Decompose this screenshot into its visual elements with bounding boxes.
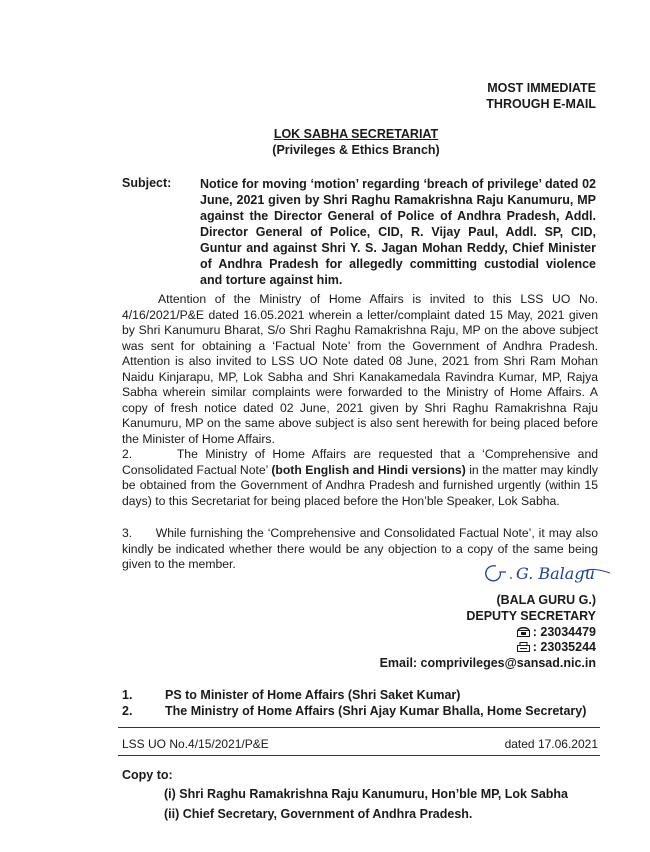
divider-bottom [118, 755, 600, 756]
reference-date: dated 17.06.2021 [504, 737, 598, 751]
divider-top [118, 727, 600, 728]
paragraph-3: 3. While furnishing the ‘Comprehensive and Consolidated Factual Note’, it may also kindly be indicated whether there would be any objection to a copy of the same being given to the member. [122, 526, 598, 571]
office-branch: (Privileges & Ethics Branch) [272, 143, 440, 157]
urgency-marking [486, 80, 596, 112]
addressee-text: The Ministry of Home Affairs (Shri Ajay Kumar Bhalla, Home Secretary) [165, 704, 587, 718]
addressee-list [122, 687, 586, 719]
signatory-fax [380, 640, 596, 656]
copy-to-item: (i) Shri Raghu Ramakrishna Raju Kanumuru, Hon’ble MP, Lok Sabha [164, 787, 568, 801]
telephone-icon [517, 627, 530, 637]
copy-to-label: Copy to: [122, 768, 173, 782]
addressee-item [122, 687, 586, 703]
office-name: LOK SABHA SECRETARIAT [273, 127, 439, 141]
fax-number: : 23035244 [532, 640, 596, 655]
signatory-email: Email: comprivileges@sansad.nic.in [379, 656, 596, 671]
reference-number: LSS UO No.4/15/2021/P&E [122, 737, 269, 751]
office-heading [0, 126, 650, 158]
signature-text: G. Balagu [516, 564, 595, 583]
subject-text: Notice for moving ‘motion’ regarding ‘breach of privilege’ dated 02 June, 2021 given by Shri Raghu Ramakrishna Raju Kanumuru, MP against the Director General of Police of Andhra Pradesh, Addl. Director General of Police, CID, R. Vijay Paul, Addl. SP, CID, Guntur and against Shri Y. S. Jagan Mohan Reddy, Chief Minister of Andhra Pradesh for allegedly committing custodial violence and torture against him. [200, 177, 596, 287]
signatory-designation: DEPUTY SECRETARY [466, 608, 596, 623]
urgency-line-1: MOST IMMEDIATE [487, 81, 596, 95]
phone-number: : 23034479 [532, 624, 596, 639]
signatory-name: (BALA GURU G.) [496, 593, 596, 607]
paragraph-2-emphasis: (both English and Hindi versions) [271, 462, 466, 477]
subject-label: Subject: [122, 176, 172, 190]
signature-block [380, 593, 596, 672]
urgency-line-2: THROUGH E-MAIL [486, 97, 596, 111]
addressee-text: PS to Minister of Home Affairs (Shri Saket Kumar) [165, 688, 461, 702]
fax-icon [517, 642, 530, 652]
reference-line [122, 737, 598, 751]
copy-to-item: (ii) Chief Secretary, Government of Andhra Pradesh. [164, 807, 473, 821]
paragraph-2-end: in the matter may kindly be obtained from the Government of Andhra Pradesh and furnished urgently (within 15 days) to this Secretariat for being placed before the Hon’ble Speaker, Lok Sabha. [122, 462, 598, 508]
signatory-phone [380, 625, 596, 641]
copy-to-list [164, 784, 568, 824]
addressee-item [122, 703, 586, 719]
paragraph-1: Attention of the Ministry of Home Affairs is invited to this LSS UO No. 4/16/2021/P&E dated 16.05.2021 wherein a letter/complaint dated 15 May, 2021 given by Shri Kanumuru Bharat, S/o Shri Raghu Ramakrishna Raju, MP on the above subject was sent for obtaining a ‘Factual Note’ from the Government of Andhra Pradesh. Attention is also invited to LSS UO Note dated 08 June, 2021 from Shri Ram Mohan Naidu Kinjarapu, MP, Lok Sabha and Shri Kanakamedala Ravindra Kumar, MP, Rajya Sabha wherein similar complaints were forwarded to the Ministry of Home Affairs. A copy of fresh notice dated 02 June, 2021 given by Shri Raghu Ramakrishna Raju Kanumuru, MP on the same above subject is also sent herewith for being placed before the Minister of Home Affairs. [122, 292, 598, 446]
paragraph-2 [122, 447, 598, 509]
addressee-number: 2. [122, 704, 133, 718]
addressee-number: 1. [122, 688, 133, 702]
paragraph-2-start: 2. The Ministry of Home Affairs are requested that a ‘Comprehensive and Consolidated Factual Note’ [122, 447, 598, 477]
signature-scribble [478, 558, 613, 588]
